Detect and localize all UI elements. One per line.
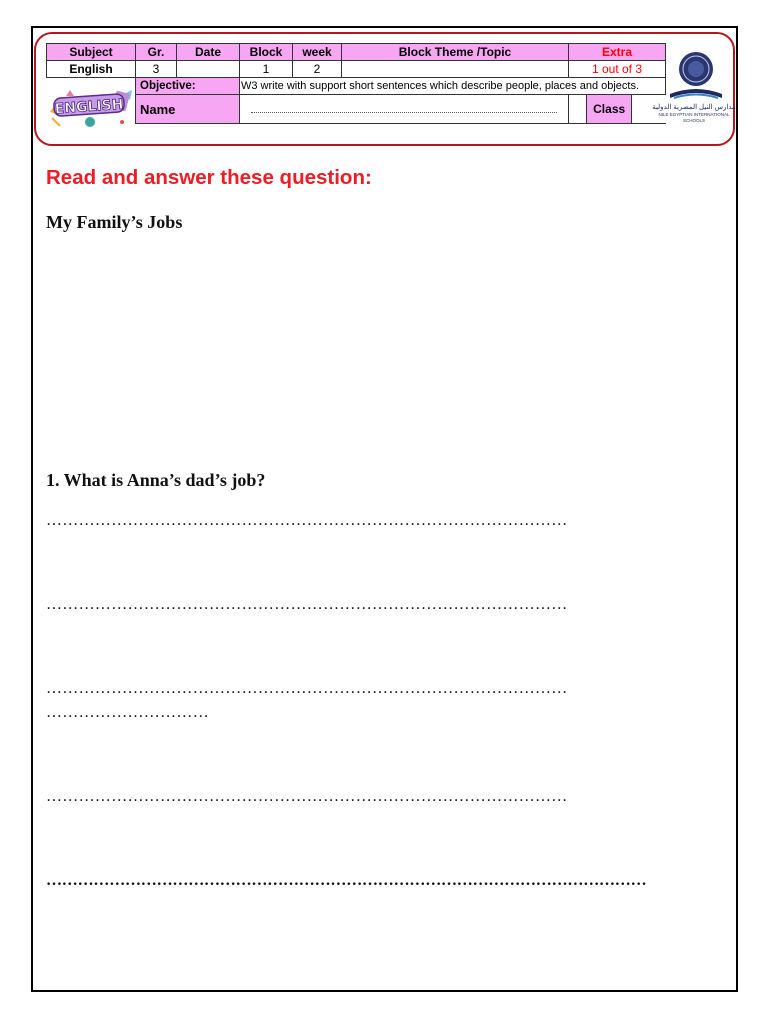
answer-line-2[interactable]: …………………………………………………………………………………… [46, 596, 568, 613]
week-value: 2 [293, 61, 342, 78]
grade-value: 3 [136, 61, 177, 78]
date-value[interactable] [177, 61, 240, 78]
extra-value: 1 out of 3 [569, 61, 666, 78]
name-field[interactable] [240, 95, 569, 124]
answer-line-3-continued[interactable]: ………………………… [46, 704, 209, 721]
subject-value: English [47, 61, 136, 78]
header-values-row [47, 61, 666, 78]
col-week: week [293, 44, 342, 61]
story-title: My Family’s Jobs [46, 212, 183, 232]
name-label: Name [136, 95, 240, 124]
school-name-english: NILE EGYPTIAN INTERNATIONAL SCHOOLS [658, 112, 730, 123]
answer-line-1[interactable]: …………………………………………………………………………………… [46, 512, 568, 529]
col-subject: Subject [47, 44, 136, 61]
header-labels-row [47, 44, 666, 61]
objective-label: Objective: [136, 78, 240, 95]
name-row [47, 95, 666, 124]
school-name-arabic: مدارس النيل المصرية الدولية [652, 104, 736, 111]
header-table [46, 43, 666, 124]
question-1: 1. What is Anna’s dad’s job? [46, 470, 266, 490]
col-block: Block [240, 44, 293, 61]
name-dotted-line [251, 111, 557, 113]
col-grade: Gr. [136, 44, 177, 61]
english-logo-text: ENGLISH [54, 96, 124, 118]
class-label: Class [586, 95, 632, 123]
objective-row [47, 78, 666, 95]
theme-value [342, 61, 569, 78]
answer-line-5[interactable]: …………………………………………………………………………………………………… [46, 872, 647, 889]
col-date: Date [177, 44, 240, 61]
english-logo [46, 86, 134, 130]
block-value: 1 [240, 61, 293, 78]
instruction-heading: Read and answer these question: [46, 166, 372, 189]
answer-line-3[interactable]: …………………………………………………………………………………… [46, 680, 568, 697]
col-theme: Block Theme /Topic [342, 44, 569, 61]
objective-text: W3 write with support short sentences which describe people, places and objects. [240, 78, 666, 95]
col-extra: Extra [601, 44, 633, 59]
answer-line-4[interactable]: …………………………………………………………………………………… [46, 788, 568, 805]
